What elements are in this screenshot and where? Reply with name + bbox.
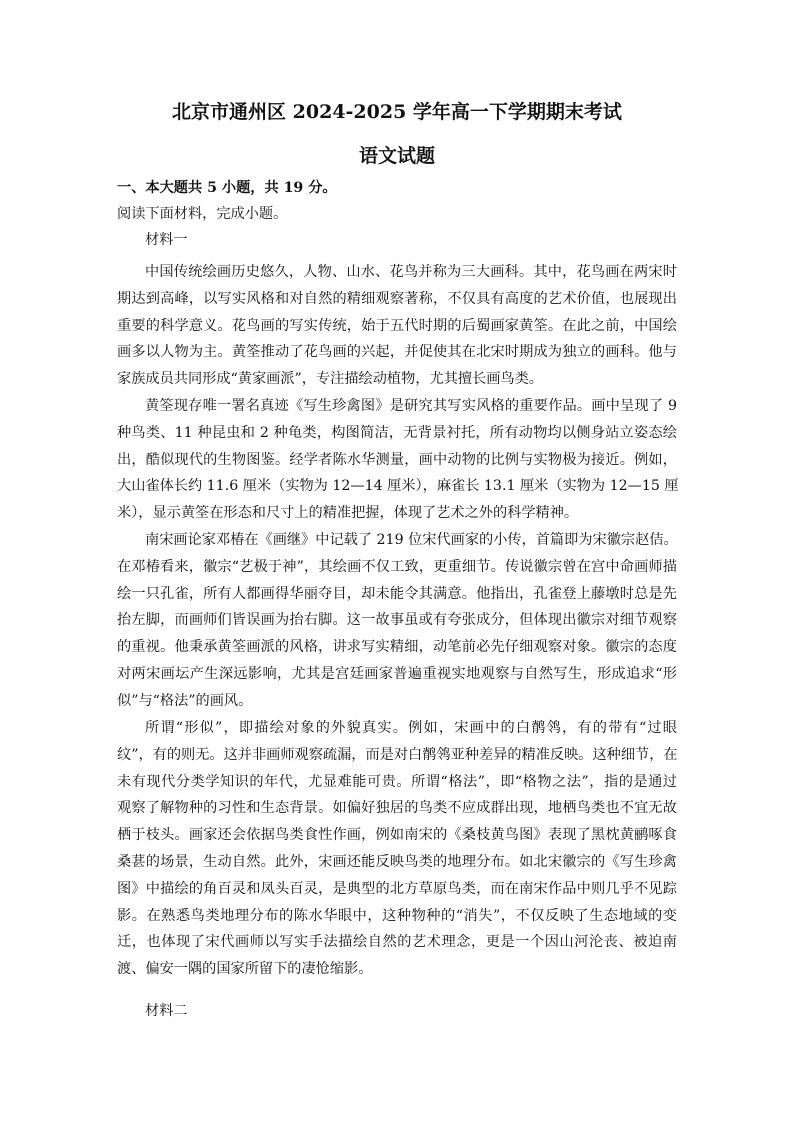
paragraph-line: 抬左脚，而画师们皆误画为抬右脚。这一故事虽或有夸张成分，但体现出徽宗对细节观察 (117, 612, 677, 629)
section-instruction: 阅读下面材料，完成小题。 (117, 206, 288, 222)
material-one-paragraph-1 (117, 259, 677, 393)
paragraph-line: 渡、偏安一隅的国家所留下的凄怆缩影。 (117, 961, 373, 978)
paragraph-line: 图》中描绘的角百灵和凤头百灵，是典型的北方草原鸟类，而在南宋作品中则几乎不见踪 (117, 880, 677, 897)
paragraph-line: 南宋画论家邓椿在《画继》中记载了 219 位宋代画家的小传，首篇即为宋徽宗赵佶。 (145, 532, 678, 548)
material-one-paragraph-3 (117, 527, 677, 715)
material-one-label: 材料一 (145, 232, 188, 248)
paragraph-line: 未有现代分类学知识的年代，尤显难能可贵。所谓“格法”，即“格物之法”，指的是通过 (117, 773, 677, 790)
paragraph-line: 种鸟类、11 种昆虫和 2 种龟类，构图简洁，无背景衬托，所有动物均以侧身站立姿态绘 (117, 424, 677, 441)
paragraph-line: 期达到高峰，以写实风格和对自然的精细观察著称，不仅具有高度的艺术价值，也展现出 (117, 290, 677, 307)
page-subtitle: 语文试题 (358, 145, 435, 167)
paragraph-line: 的重视。他秉承黄筌画派的风格，讲求写实精细，动笔前必先仔细观察对象。徽宗的态度 (117, 639, 677, 656)
paragraph-line: 纹”，有的则无。这并非画师观察疏漏，而是对白鹡鸰亚种差异的精准反映。这种细节，在 (117, 746, 678, 763)
paragraph-line: 画多以人物为主。黄筌推动了花鸟画的兴起，并促使其在北宋时期成为独立的画科。他与 (117, 344, 677, 361)
paragraph-line: 家族成员共同形成“黄家画派”，专注描绘动植物，尤其擅长画鸟类。 (117, 371, 543, 388)
paragraph-line: 栖于枝头。画家还会依据鸟类食性作画，例如南宋的《桑枝黄鸟图》表现了黑枕黄鹂啄食 (117, 827, 677, 844)
paragraph-line: 迁，也体现了宋代画师以写实手法描绘自然的艺术理念，更是一个因山河沦丧、被迫南 (117, 934, 677, 951)
material-one-paragraph-2 (117, 393, 677, 527)
paragraph-line: 所谓“形似”，即描绘对象的外貌真实。例如，宋画中的白鹡鸰，有的带有“过眼 (145, 720, 677, 736)
page-title: 北京市通州区 2024-2025 学年高一下学期期末考试 (172, 101, 622, 123)
paragraph-line: 重要的科学意义。花鸟画的写实传统，始于五代时期的后蜀画家黄筌。在此之前，中国绘 (117, 317, 677, 334)
section-heading: 一、本大题共 5 小题，共 19 分。 (117, 180, 337, 196)
paragraph-line: 观察了解物种的习性和生态背景。如偏好独居的鸟类不应成群出现，地栖鸟类也不宜无故 (117, 800, 677, 817)
paragraph-line: 似”与“格法”的画风。 (117, 692, 253, 709)
paragraph-line: 桑葚的场景，生动自然。此外，宋画还能反映鸟类的地理分布。如北宋徽宗的《写生珍禽 (117, 853, 677, 870)
material-two-label: 材料二 (145, 1003, 188, 1019)
paragraph-line: 大山雀体长约 11.6 厘米（实物为 12—14 厘米），麻雀长 13.1 厘米（实物为 12—15 厘 (117, 478, 679, 495)
paragraph-line: 在邓椿看来，徽宗“艺极于神”，其绘画不仅工致，更重细节。传说徽宗曾在宫中命画师描 (117, 558, 677, 575)
material-one-paragraph-4 (117, 715, 677, 983)
paragraph-line: 米），显示黄筌在形态和尺寸上的精准把握，体现了艺术之外的科学精神。 (117, 505, 579, 522)
paragraph-line: 对两宋画坛产生深远影响，尤其是宫廷画家普遍重视实地观察与自然写生，形成追求“形 (117, 665, 677, 682)
paragraph-line: 影。在熟悉鸟类地理分布的陈水华眼中，这种物种的“消失”，不仅反映了生态地域的变 (117, 907, 677, 924)
paragraph-line: 黄筌现存唯一署名真迹《写生珍禽图》是研究其写实风格的重要作品。画中呈现了 9 (145, 398, 677, 414)
paragraph-line: 绘一只孔雀，所有人都画得华丽夺目，却未能令其满意。他指出，孔雀登上藤墩时总是先 (117, 585, 677, 602)
paragraph-line: 出，酷似现代的生物图鉴。经学者陈水华测量，画中动物的比例与实物极为接近。例如， (117, 451, 677, 468)
paragraph-line: 中国传统绘画历史悠久，人物、山水、花鸟并称为三大画科。其中，花鸟画在两宋时 (145, 264, 677, 280)
